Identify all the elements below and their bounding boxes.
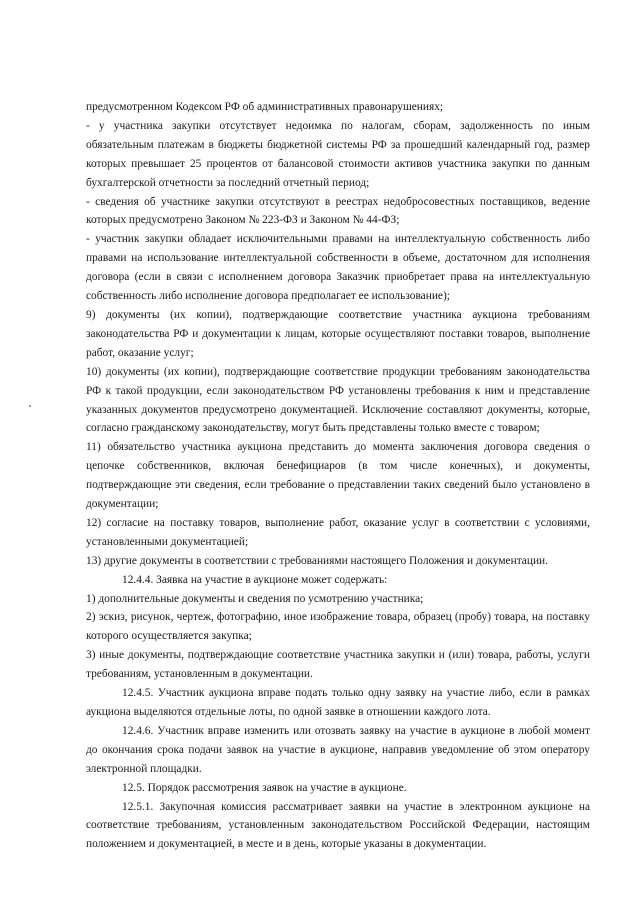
paragraph-3: - сведения об участнике закупки отсутствуют в реестрах недобросовестных поставщиков, ведение которых предусмотрено Законом № 223-ФЗ и Законом № 44-ФЗ; <box>86 195 590 227</box>
paragraph-14: 12.4.5. Участник аукциона вправе подать только одну заявку на участие либо, если в рамках аукциона выделяются отдельные лоты, по одной заявке в отношении каждого лота. <box>86 687 590 718</box>
paragraph-7: 11) обязательство участника аукциона представить до момента заключения договора сведения о цепочке собственников, включая бенефициаров (в том числе конечных), и документы, подтверждающие эти сведения, если требование о представлении таких сведений было установлено в документации; <box>86 441 590 511</box>
paragraph-15: 12.4.6. Участник вправе изменить или отозвать заявку на участие в аукционе в любой момент до окончания срока подачи заявок на участие в аукционе, направив уведомление об этом оператору электронной площадки. <box>86 724 590 775</box>
paragraph-4: - участник закупки обладает исключительными правами на интеллектуальную собственность либо правами на использование интеллектуальной собственности в объеме, достаточном для исполнения договора (если в связи с исполнением договора Заказчик приобретает права на интеллектуальную собственность либо исполнение договора предполагает ее использование); <box>86 233 590 303</box>
paragraph-12: 2) эскиз, рисунок, чертеж, фотографию, иное изображение товара, образец (пробу) товара, на поставку которого осуществляется закупка; <box>86 611 590 643</box>
document-body <box>86 98 590 854</box>
paragraph-17: 12.5.1. Закупочная комиссия рассматривает заявки на участие в электронном аукционе на соответствие требованиям, установленным законодательством Российской Федерации, настоящим положением и документацией, в месте и в день, которые указаны в документации. <box>86 800 590 851</box>
paragraph-5: 9) документы (их копии), подтверждающие соответствие участника аукциона требованиям законодательства РФ и документации к лицам, которые осуществляют поставки товаров, выполнение работ, оказание услуг; <box>86 308 590 359</box>
paragraph-10: 12.4.4. Заявка на участие в аукционе может содержать: <box>122 573 388 586</box>
scan-speck <box>29 405 31 407</box>
paragraph-9: 13) другие документы в соответствии с требованиями настоящего Положения и документации. <box>86 554 548 567</box>
paragraph-16: 12.5. Порядок рассмотрения заявок на участие в аукционе. <box>122 781 407 794</box>
paragraph-11: 1) дополнительные документы и сведения по усмотрению участника; <box>86 592 424 605</box>
paragraph-8: 12) согласие на поставку товаров, выполнение работ, оказание услуг в соответствии с условиями, установленными документацией; <box>86 516 590 548</box>
paragraph-6: 10) документы (их копии), подтверждающие соответствие продукции требованиям законодательства РФ к такой продукции, если законодательством РФ установлены требования к ним и представление указанных документов предусмотрено документацией. Исключение составляют документы, которые, согласно гражданскому законодательству, могут быть представлены только вместе с товаром; <box>86 365 590 435</box>
paragraph-13: 3) иные документы, подтверждающие соответствие участника закупки и (или) товара, работы, услуги требованиям, установленным в документации. <box>86 649 590 681</box>
paragraph-1: предусмотренном Кодексом РФ об административных правонарушениях; <box>86 101 444 113</box>
paragraph-2: - у участника закупки отсутствует недоимка по налогам, сборам, задолженность по иным обязательным платежам в бюджеты бюджетной системы РФ за прошедший календарный год, размер которых превышает 25 процентов от балансовой стоимости активов участника закупки по данным бухгалтерской отчетности за последний отчетный период; <box>86 119 590 189</box>
